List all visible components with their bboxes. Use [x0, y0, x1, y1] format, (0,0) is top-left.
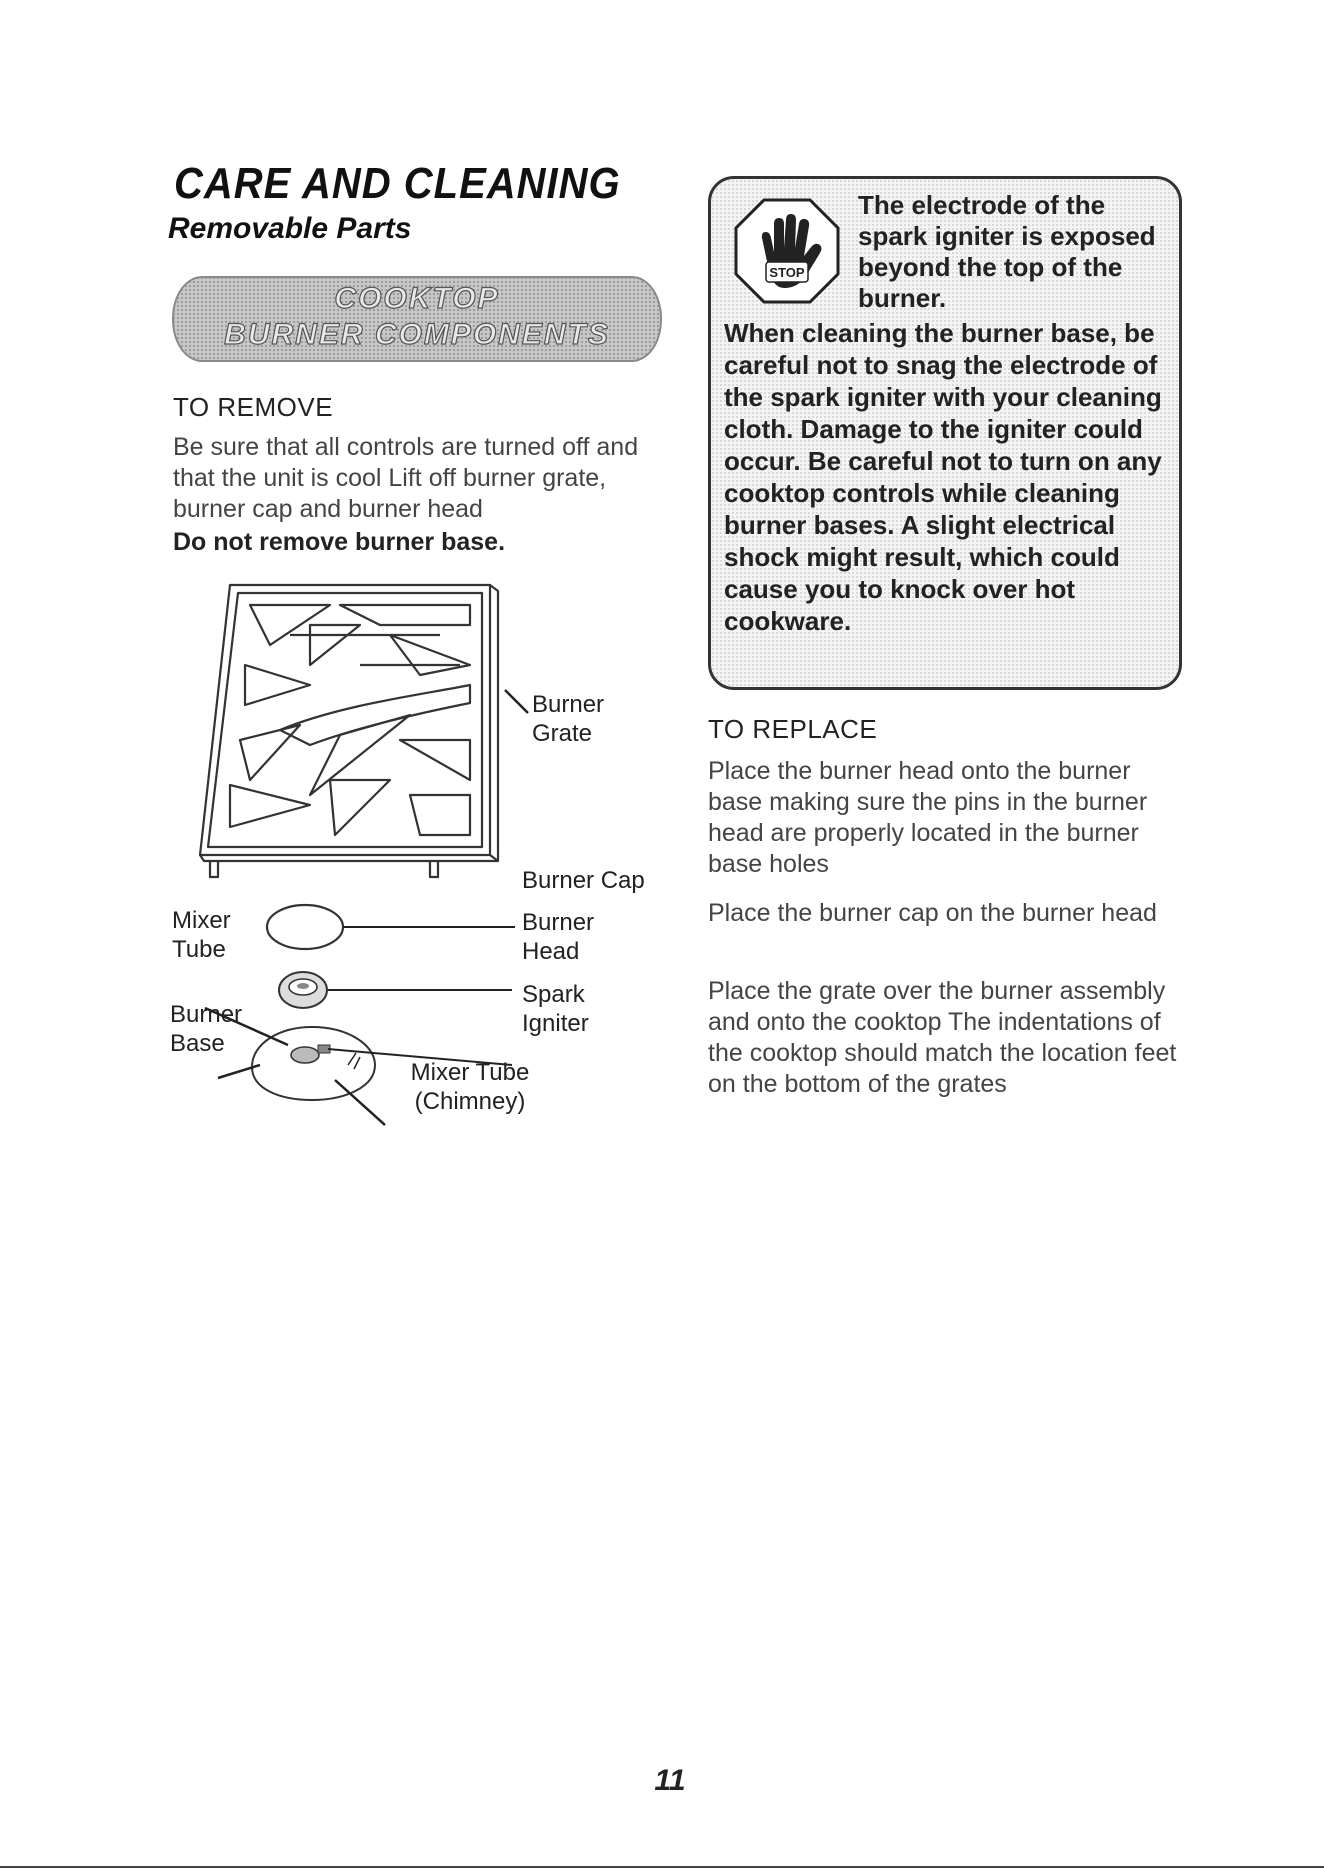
remove-instructions: Be sure that all controls are turned off and that the unit is cool Lift off burner grate, burner cap and burner head — [173, 433, 639, 523]
burner-grate-illustration — [200, 585, 498, 877]
label-burner-head: Burner Head — [522, 909, 595, 965]
replace-step-1: Place the burner head onto the burner base making sure the pins in the burner head are properly located in the burner base holes — [708, 757, 1148, 878]
banner-line-1: COOKTOP — [334, 282, 500, 315]
burner-cap-illustration — [267, 905, 515, 949]
stop-hand-icon — [732, 196, 842, 306]
remove-heading: TO REMOVE — [173, 392, 334, 422]
replace-step-2: Place the burner cap on the burner head — [708, 899, 1157, 927]
stop-sign-text: STOP — [769, 265, 805, 280]
page-number: 11 — [654, 1764, 686, 1797]
burner-head-illustration — [279, 972, 512, 1008]
remove-warning: Do not remove burner base. — [173, 528, 506, 556]
warning-body: When cleaning the burner base, be careful not to snag the electrode of the spark igniter with your cleaning cloth. Damage to the igniter could occur. Be careful not to turn on any cooktop controls while cleaning burner bases. A slight electrical shock might result, which could cause you to knock over hot cookware. — [724, 318, 1162, 636]
label-burner-cap: Burner Cap — [522, 867, 645, 894]
replace-heading: TO REPLACE — [708, 714, 878, 744]
bottom-rule — [0, 1866, 1324, 1868]
replace-step-3: Place the grate over the burner assembly and onto the cooktop The indentations of the cooktop should match the location feet on the bottom of the grates — [708, 977, 1177, 1098]
label-spark-igniter: Spark Igniter — [522, 981, 589, 1037]
banner-line-2: BURNER COMPONENTS — [224, 318, 610, 351]
label-mixer-tube-chimney: Mixer Tube (Chimney) — [410, 1059, 530, 1115]
warning-intro: The electrode of the spark igniter is exposed beyond the top of the burner. — [858, 190, 1156, 313]
label-burner-base: Burner Base — [170, 1001, 243, 1057]
label-burner-grate: Burner Grate — [532, 691, 605, 747]
component-banner — [172, 276, 662, 362]
section-title: CARE AND CLEANING — [174, 160, 621, 208]
section-subtitle: Removable Parts — [168, 212, 412, 245]
label-mixer-tube: Mixer Tube — [172, 907, 231, 963]
